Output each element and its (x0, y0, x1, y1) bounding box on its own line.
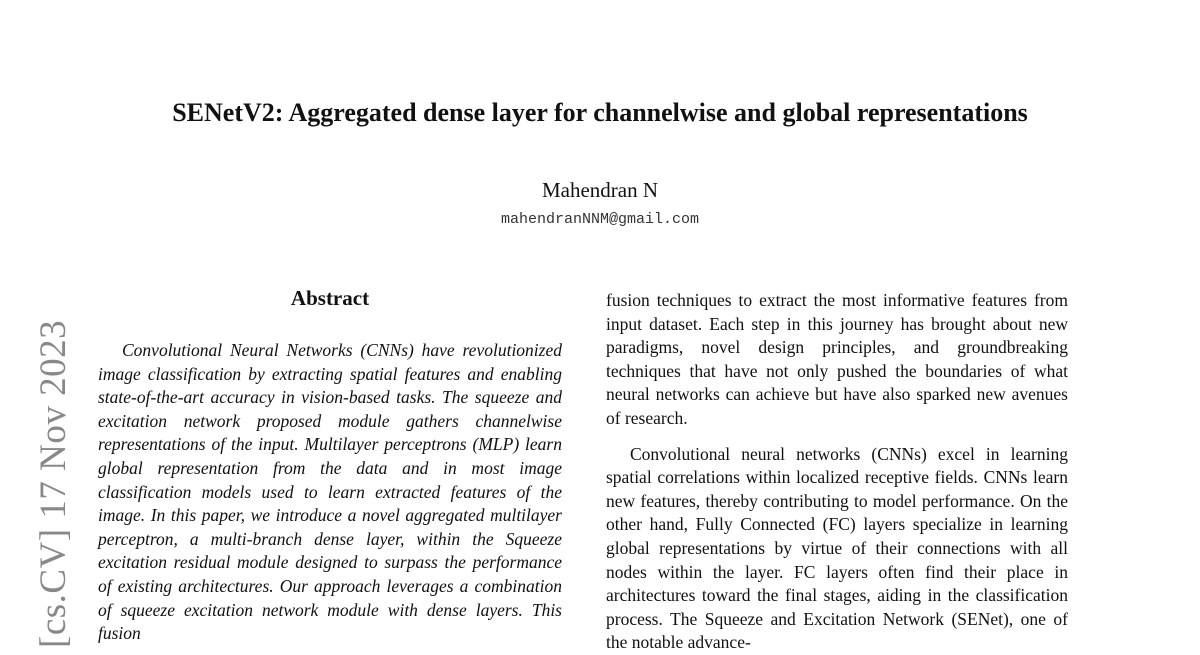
author-email: mahendranNNM@gmail.com (500, 211, 700, 228)
body-paragraph-2: Convolutional neural networks (CNNs) excel in learning spatial correlations within localized receptive fields. CNNs learn new features, thereby contributing to model performance. On the other hand, Fully Connected (FC) layers specialize in learning global representations by virtue of their connections with all nodes within the layer. FC layers often find their place in architectures toward the final stages, aiding in the classification process. The Squeeze and Excitation Network (SENet), one of the notable advance- (606, 443, 1068, 653)
arxiv-identifier-stamp: [cs.CV] 17 Nov 2023 (33, 319, 74, 648)
abstract-paragraph: Convolutional Neural Networks (CNNs) have revolutionized image classification by extracting spatial features and enabling state-of-the-art accuracy in vision-based tasks. The squeeze and excitation network proposed module gathers channelwise representations of the input. Multilayer perceptrons (MLP) learn global representation from the data and in most image classification models used to learn extracted features of the image. In this paper, we introduce a novel aggregated multilayer perceptron, a multi-branch dense layer, within the Squeeze excitation residual module designed to surpass the performance of existing architectures. Our approach leverages a combination of squeeze excitation network module with dense layers. This fusion (98, 340, 562, 644)
author-name: Mahendran N (541, 178, 659, 202)
body-paragraph-1: fusion techniques to extract the most informative features from input dataset. Each step in this journey has brought about new paradigms, novel design principles, and groundbreaking techniques that have not only pushed the boundaries of what neural networks can achieve but have also sparked new avenues of research. (606, 290, 1068, 428)
paper-title: SENetV2: Aggregated dense layer for channelwise and global representations (172, 98, 1028, 127)
abstract-column (98, 339, 562, 646)
right-column (606, 289, 1068, 655)
abstract-heading: Abstract (290, 286, 370, 310)
